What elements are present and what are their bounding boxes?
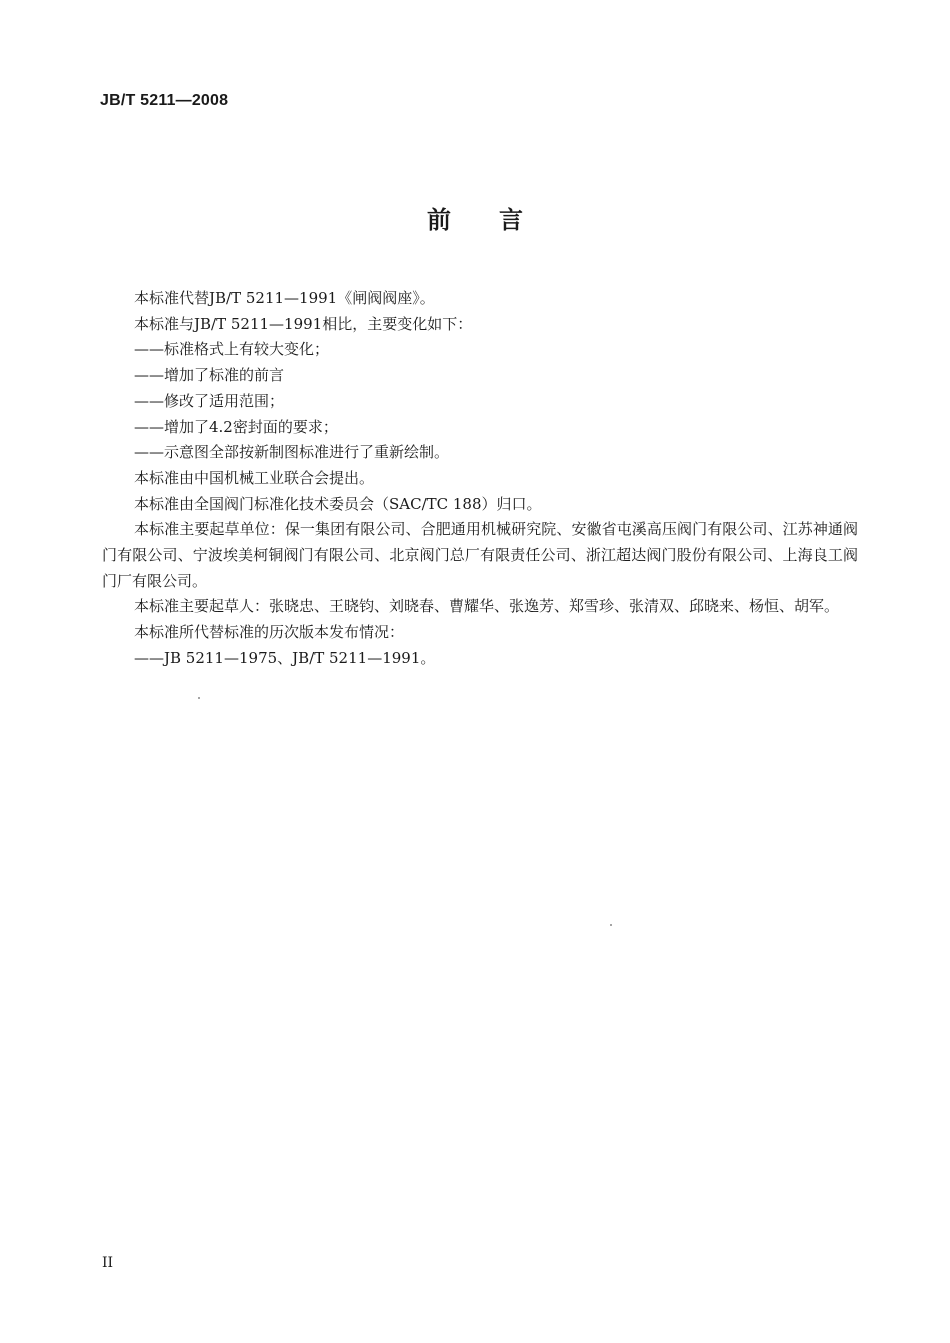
scan-speck — [198, 697, 200, 699]
list-item: ——修改了适用范围； — [134, 391, 285, 410]
paragraph: 本标准所代替标准的历次版本发布情况： — [134, 623, 405, 642]
paragraph: 本标准主要起草人：张晓忠、王晓钧、刘晓春、曹耀华、张逸芳、郑雪珍、张清双、邱晓来、杨恒、胡军。 — [134, 597, 840, 616]
scan-speck — [610, 924, 612, 926]
list-item: ——JB 5211—1975、JB/T 5211—1991。 — [134, 648, 436, 667]
paragraph: 本标准由中国机械工业联合会提出。 — [134, 468, 375, 487]
page-title: 前言 — [427, 206, 571, 234]
paragraph: 本标准与JB/T 5211—1991相比，主要变化如下： — [134, 314, 473, 333]
foreword-body — [102, 286, 858, 672]
list-item: ——标准格式上有较大变化； — [134, 340, 330, 359]
list-item: ——示意图全部按新制图标准进行了重新绘制。 — [134, 443, 450, 462]
list-item: ——增加了标准的前言 — [134, 366, 285, 385]
paragraph: 本标准由全国阀门标准化技术委员会（SAC/TC 188）归口。 — [134, 494, 542, 513]
standard-number: JB/T 5211—2008 — [100, 92, 229, 109]
paragraph: 本标准代替JB/T 5211—1991《闸阀阀座》。 — [134, 289, 435, 307]
list-item: ——增加了4.2密封面的要求； — [134, 417, 338, 436]
paragraph: 本标准主要起草单位：保一集团有限公司、合肥通用机械研究院、安徽省屯溪高压阀门有限公司、江苏神通阀门有限公司、宁波埃美柯铜阀门有限公司、北京阀门总厂有限责任公司、浙江超达阀门股份有限公司、上海良工阀门厂有限公司。 — [102, 520, 858, 590]
page-number: II — [102, 1255, 114, 1271]
